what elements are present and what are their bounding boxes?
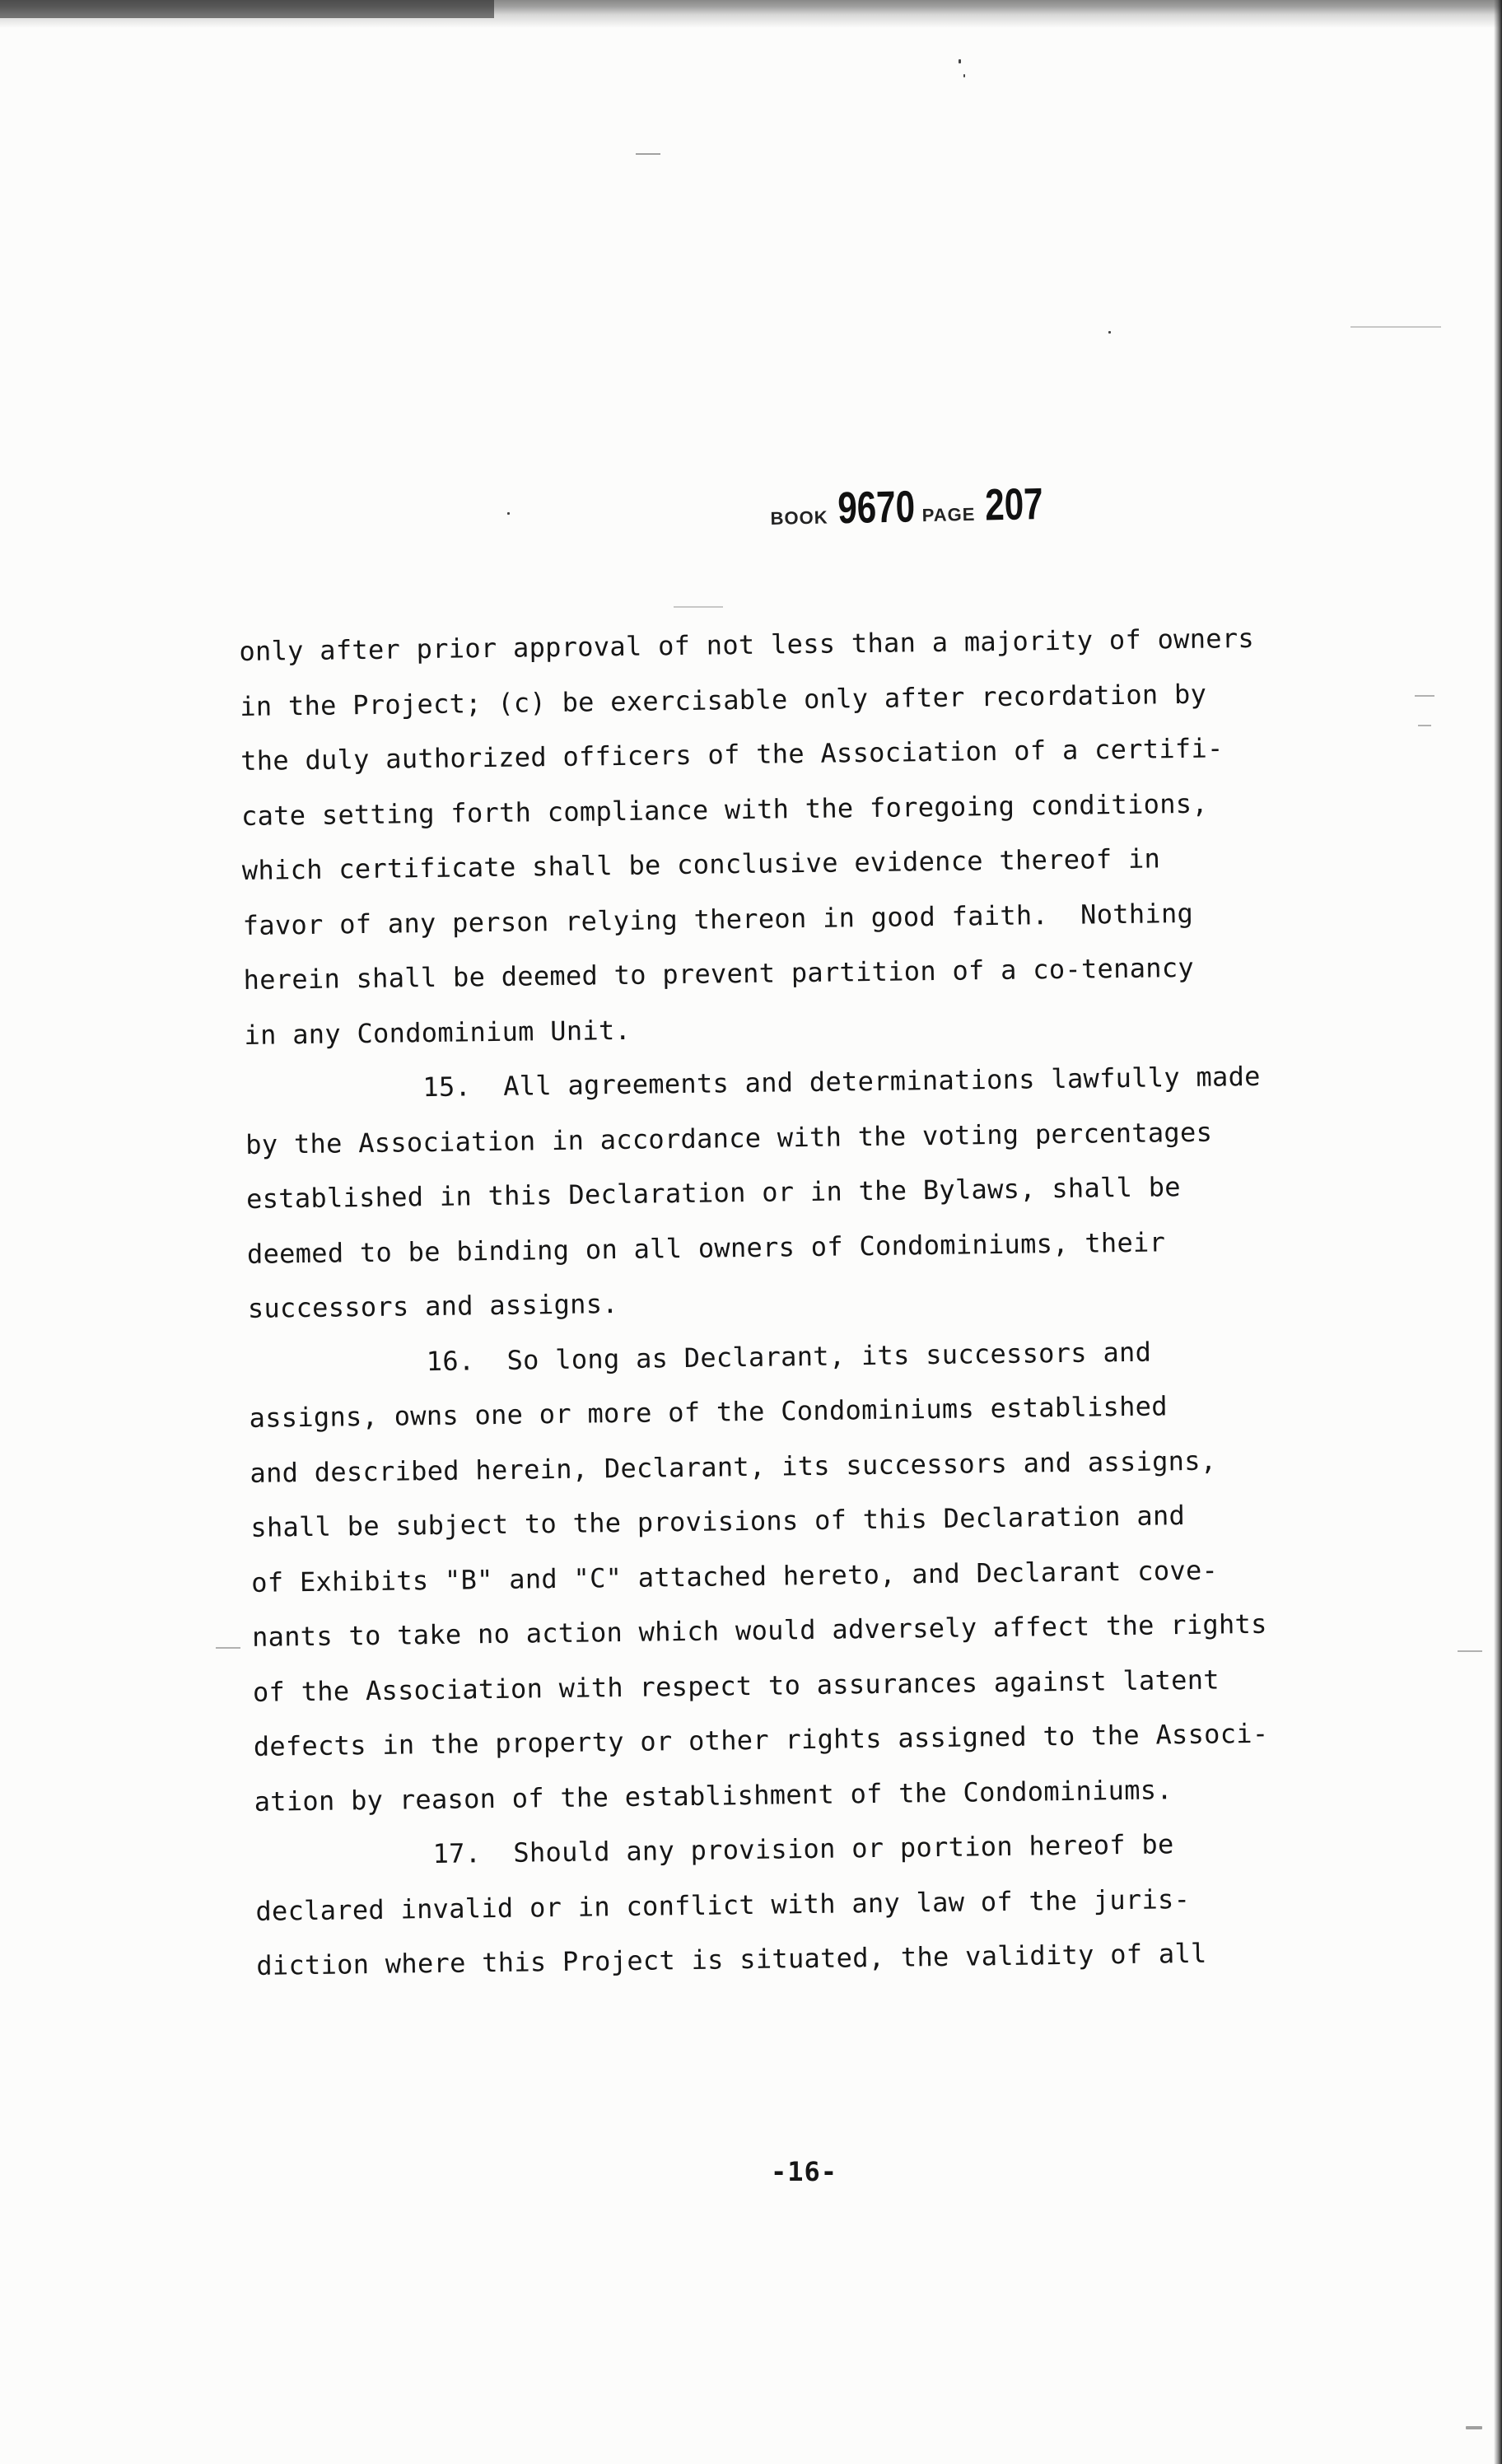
scan-mark	[636, 153, 660, 155]
text-line: successors and assigns.	[247, 1288, 619, 1324]
text-line: nants to take no action which would adversely affect the rights	[251, 1608, 1267, 1653]
text-line: and described herein, Declarant, its successors and assigns,	[250, 1444, 1217, 1489]
text-line: only after prior approval of not less than a majority of owners	[239, 622, 1255, 667]
text-line: which certificate shall be conclusive evidence thereof in	[241, 842, 1161, 886]
document-body	[239, 609, 1377, 1993]
page-footer-number: -16-	[771, 2156, 838, 2187]
text-line: of Exhibits "B" and "C" attached hereto, and Declarant cove-	[250, 1554, 1219, 1598]
scan-mark	[1458, 1650, 1482, 1652]
scan-speck	[963, 74, 965, 77]
scan-speck	[959, 59, 961, 63]
text-line: in any Condominium Unit.	[244, 1014, 632, 1051]
text-line: the duly authorized officers of the Association of a certifi-	[240, 732, 1224, 777]
scan-mark	[1418, 725, 1431, 726]
text-line: declared invalid or in conflict with any law of the juris-	[255, 1883, 1191, 1927]
text-line: diction where this Project is situated, the validity of all	[256, 1937, 1207, 1981]
book-number: 9670	[837, 482, 916, 534]
text-line: herein shall be deemed to prevent partition of a co-tenancy	[243, 951, 1195, 996]
scan-speck	[507, 512, 510, 515]
book-label: BOOK	[770, 506, 828, 530]
text-line: 15. All agreements and determinations lawfully made	[422, 1060, 1261, 1104]
text-line: defects in the property or other rights assigned to the Associ-	[253, 1717, 1269, 1762]
scan-speck	[1108, 331, 1111, 334]
text-line: assigns, owns one or more of the Condominiums established	[249, 1390, 1168, 1434]
scan-speck	[1466, 2426, 1482, 2429]
text-line: established in this Declaration or in the Bylaws, shall be	[245, 1171, 1182, 1215]
scan-mark	[216, 1647, 240, 1649]
scan-edge-right	[1494, 0, 1502, 2464]
text-line: 17. Should any provision or portion hereof be	[432, 1828, 1174, 1870]
scan-mark	[674, 606, 723, 608]
text-line: shall be subject to the provisions of this Declaration and	[250, 1500, 1186, 1543]
text-line: by the Association in accordance with the voting percentages	[245, 1116, 1213, 1160]
text-line: favor of any person relying thereon in good faith. Nothing	[242, 897, 1194, 941]
text-line: cate setting forth compliance with the foregoing conditions,	[240, 787, 1209, 832]
page-label: PAGE	[921, 503, 976, 526]
text-line: 16. So long as Declarant, its successors and	[426, 1336, 1152, 1377]
text-line: ation by reason of the establishment of the Condominiums.	[254, 1773, 1173, 1818]
scan-mark	[1350, 326, 1441, 328]
text-line: in the Project; (c) be exercisable only after recordation by	[240, 678, 1207, 722]
scan-mark	[1415, 695, 1434, 697]
text-line: deemed to be binding on all owners of Condominiums, their	[246, 1225, 1166, 1270]
text-line: of the Association with respect to assurances against latent	[252, 1664, 1220, 1708]
page-number-header: 207	[984, 479, 1044, 530]
scan-edge-top-left	[0, 0, 494, 18]
book-page-header	[770, 478, 1060, 535]
